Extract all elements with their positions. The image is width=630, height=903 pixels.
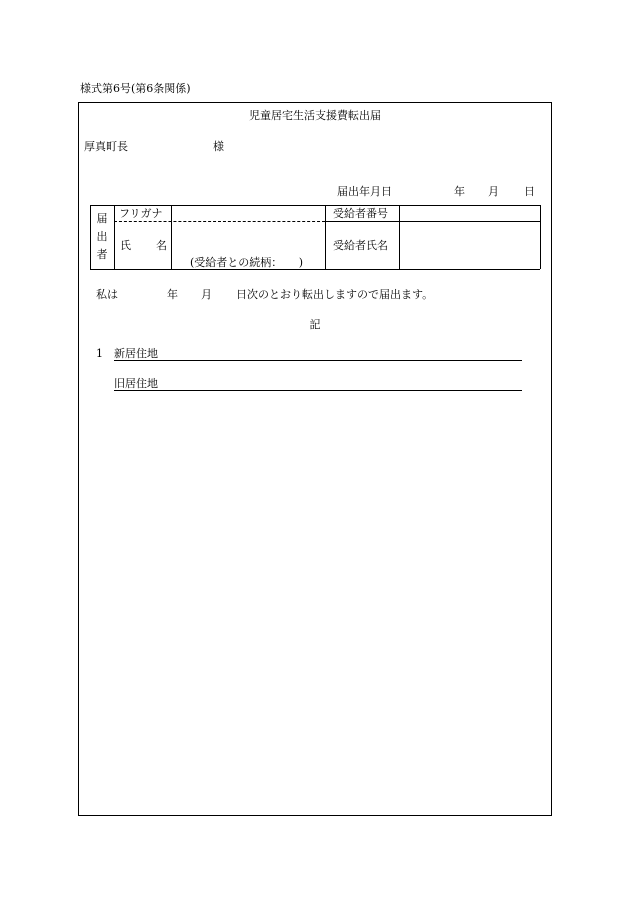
record-heading: 記 (309, 318, 321, 331)
statement-suffix: 日次のとおり転出しますので届出ます。 (236, 288, 434, 301)
statement-month: 月 (201, 288, 212, 301)
date-month: 月 (488, 185, 499, 198)
applicant-side-label-2: 出 (96, 230, 108, 243)
statement-year: 年 (167, 288, 178, 301)
old-address-line (114, 390, 522, 391)
relationship-note: (受給者との続柄： ) (190, 256, 304, 269)
old-address-label: 旧居住地 (114, 377, 158, 390)
date-year: 年 (454, 185, 465, 198)
recipient-number-label: 受給者番号 (333, 207, 388, 220)
addressee-honorific: 様 (213, 140, 224, 153)
form-title: 児童居宅生活支援費転出届 (249, 109, 381, 122)
item-number: 1 (96, 347, 103, 360)
name-label-2: 名 (156, 239, 167, 252)
date-label: 届出年月日 (337, 185, 392, 198)
new-address-label: 新居住地 (114, 347, 158, 360)
new-address-line (114, 360, 522, 361)
date-day: 日 (524, 185, 535, 198)
applicant-side-label-3: 者 (96, 248, 108, 261)
form-number: 様式第6号(第6条関係) (80, 82, 191, 95)
recipient-name-label: 受給者氏名 (333, 239, 388, 252)
addressee-name: 厚真町長 (84, 140, 128, 153)
furigana-label: フリガナ (119, 207, 163, 220)
statement-prefix: 私は (96, 288, 118, 301)
name-label-1: 氏 (120, 239, 131, 252)
applicant-side-label-1: 届 (96, 212, 108, 225)
